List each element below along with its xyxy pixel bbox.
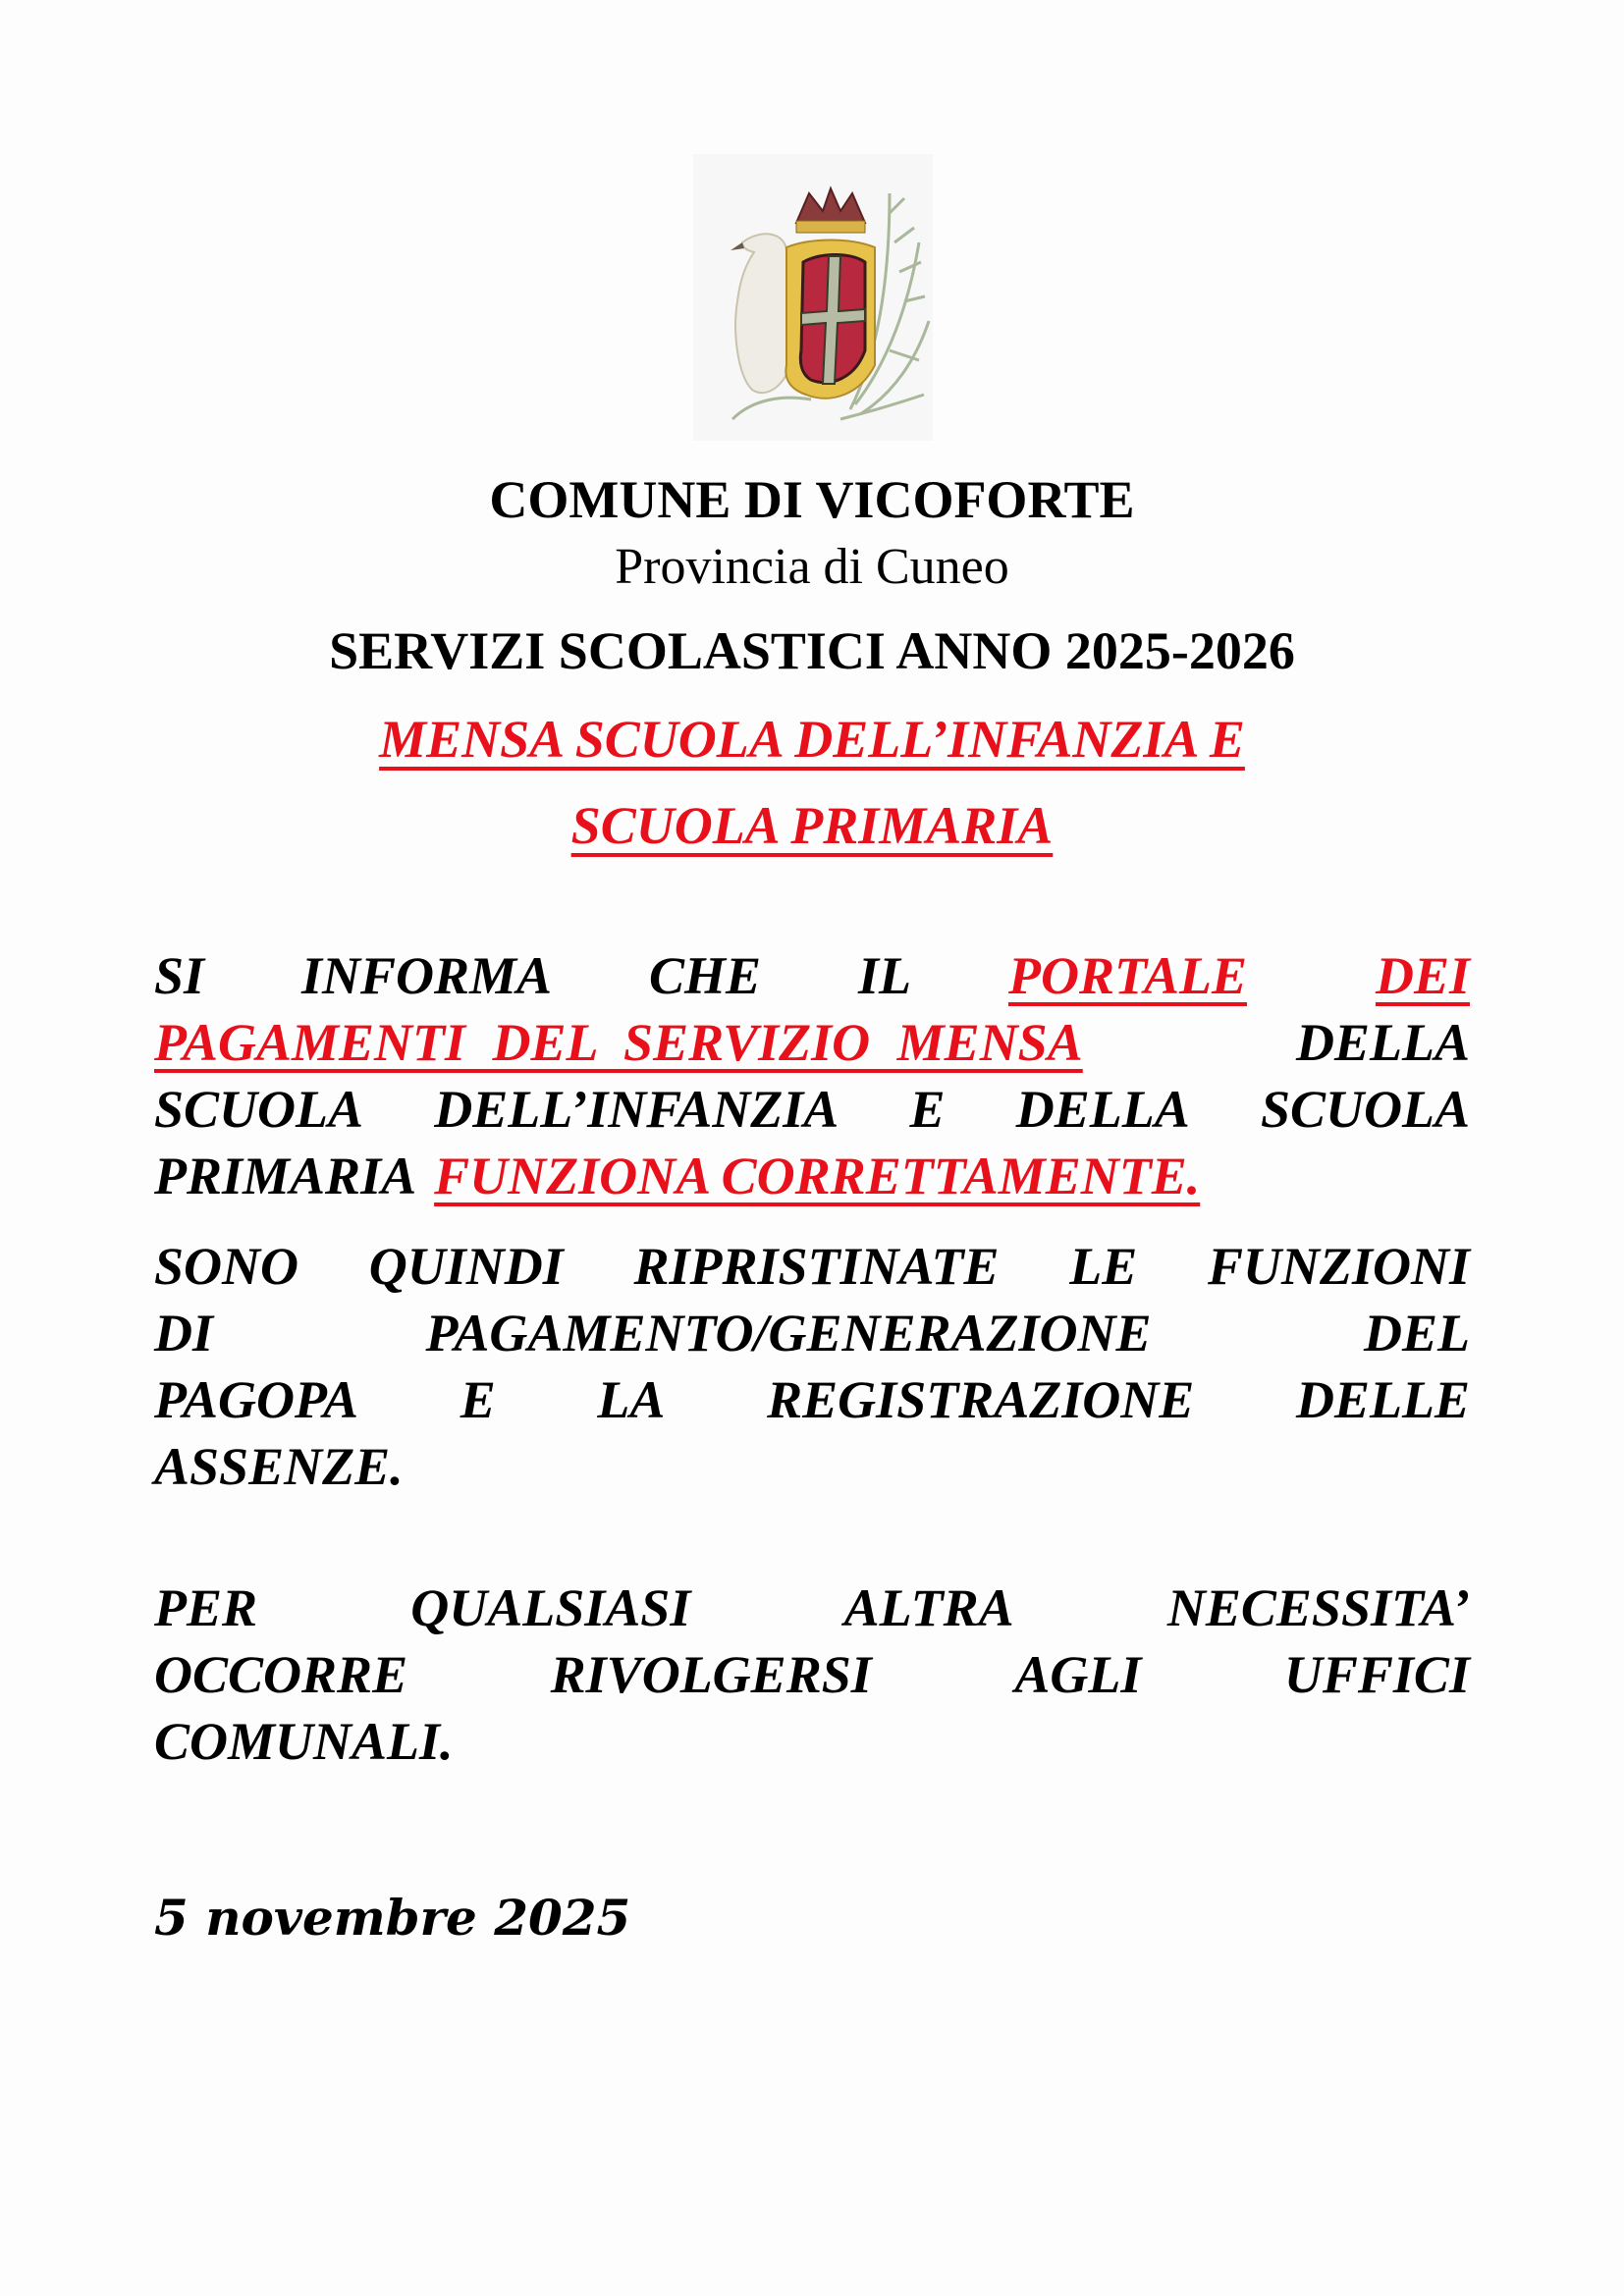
word: PER [154,1578,258,1637]
word: FUNZIONI [1207,1237,1470,1296]
word: RIPRISTINATE [633,1237,1000,1296]
notice-title-line-1 [0,709,1624,770]
word: REGISTRAZIONE [767,1370,1195,1429]
paragraph-line [154,1076,1470,1143]
paragraph-line [154,1708,1470,1775]
word: COMUNALI. [154,1712,454,1771]
paragraph-line [154,1009,1470,1076]
paragraph-restored-functions [154,1233,1470,1500]
paragraph-line [154,1143,1470,1209]
word: LE [1069,1237,1138,1296]
portal-highlight-start [1008,942,1470,1009]
word: E [460,1370,496,1429]
status-highlight: FUNZIONA CORRETTAMENTE. [434,1147,1201,1205]
paragraph-line [154,942,1470,1009]
notice-title-line-2 [0,795,1624,856]
word: PAGOPA [154,1370,358,1429]
word: ALTRA [843,1578,1014,1637]
word: LA [597,1370,666,1429]
word: SCUOLA [154,1080,364,1139]
paragraph-contact-offices [154,1575,1470,1775]
word: SONO [154,1237,299,1296]
notice-date: 5 novembre 2025 [154,1889,631,1947]
word: DEL [1363,1304,1470,1362]
word: PRIMARIA [154,1147,417,1205]
word: SCUOLA [1260,1080,1470,1139]
province-name: Provincia di Cuneo [615,539,1009,595]
word: AGLI [1014,1645,1142,1704]
paragraph-line [154,1641,1470,1708]
word: QUINDI [368,1237,564,1296]
word: SI [154,946,205,1005]
word: E [909,1080,946,1139]
word: NECESSITA’ [1166,1578,1470,1637]
word: DI [154,1304,214,1362]
paragraph-line [154,1300,1470,1366]
word: PORTALE [1007,946,1248,1005]
word: IL [858,946,912,1005]
paragraph-portal-status [154,942,1470,1209]
word: UFFICI [1283,1645,1470,1704]
paragraph-line [154,1433,1470,1500]
word: ASSENZE. [154,1437,404,1496]
paragraph-line [154,1366,1470,1433]
word: DELLE [1295,1370,1470,1429]
word: QUALSIASI [410,1578,691,1637]
word: DEI [1375,946,1470,1005]
word: INFORMA [301,946,553,1005]
word: DELLA [1295,1013,1470,1072]
portal-highlight: PAGAMENTI DEL SERVIZIO MENSA [154,1013,1083,1072]
notice-title-text-2: SCUOLA PRIMARIA [570,796,1054,855]
word: DELLA [1015,1080,1190,1139]
word: PAGAMENTO/GENERAZIONE [425,1304,1152,1362]
paragraph-line [154,1233,1470,1300]
paragraph-line [154,1575,1470,1641]
services-heading: SERVIZI SCOLASTICI ANNO 2025-2026 [329,621,1295,680]
word: RIVOLGERSI [550,1645,872,1704]
municipality-name: COMUNE DI VICOFORTE [489,470,1135,529]
word: CHE [649,946,762,1005]
word: DELL’INFANZIA [434,1080,839,1139]
notice-title-text-1: MENSA SCUOLA DELL’INFANZIA E [379,710,1245,769]
word: OCCORRE [154,1645,408,1704]
coat-of-arms-icon [693,154,933,441]
